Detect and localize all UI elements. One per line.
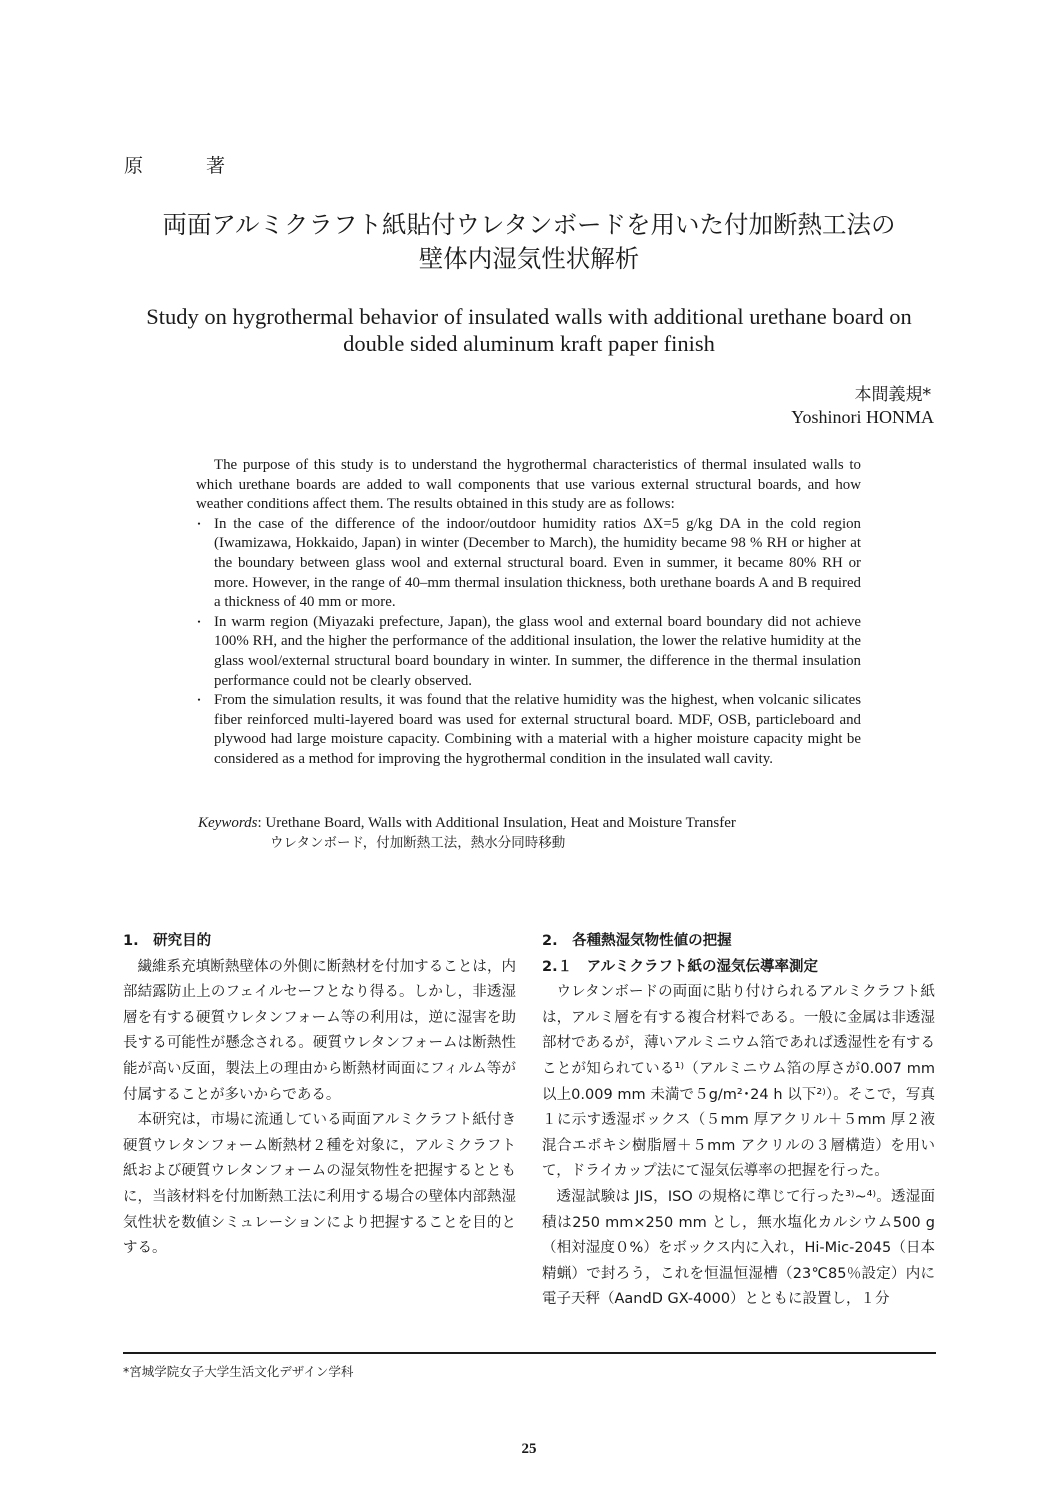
japanese-title-line-2: 壁体内湿気性状解析 [418, 244, 640, 273]
author-name-english: Yoshinori HONMA [791, 407, 934, 427]
keywords-english-line [198, 813, 736, 833]
japanese-title-line-1: 両面アルミクラフト紙貼付ウレタンボードを用いた付加断熱工法の [162, 210, 896, 239]
abstract-finding: ・ From the simulation results, it was found that the relative humidity was the highest, when volcanic silicates fiber reinforced multi-layered board was used for external structural board. MDF, OSB, particleboard and plywood had large moisture capacity. Combining with a material with a higher moisture capacity might be considered as a method for improving the hygrothermal condition in the insulated wall cavity. [196, 691, 861, 769]
abstract-findings-list [196, 515, 861, 770]
abstract-intro: The purpose of this study is to understand the hygrothermal characteristics of thermal insulated walls to which urethane boards are added to wall components that use various external structural boards, and how weather conditions affect them. The results obtained in this study are as follows: [196, 457, 861, 513]
japanese-title [0, 208, 1058, 276]
abstract [196, 456, 861, 770]
abstract-finding: ・ In warm region (Miyazaki prefecture, Japan), the glass wool and external board boundary did not achieve 100% RH, and the higher the performance of the additional insulation, the lower the relative humidity at the glass wool/external structural board boundary in winter. In summer, the difference in the thermal insulation performance could not be clearly observed. [196, 613, 861, 691]
body-paragraph: 透湿試験は JIS，ISO の規格に準じて行った³⁾~⁴⁾。透湿面積は250 mm×250 mm とし，無水塩化カルシウム500 g（相対湿度０%）をボックス内に入れ，Hi-Mic-2045（日本精蝋）で封ろう，これを恒温恒湿槽（23℃85％設定）内に電子天秤（AandD GX-4000）とともに設置し，１分 [542, 1188, 935, 1308]
keywords-japanese: ウレタンボード，付加断熱工法，熱水分同時移動 [270, 835, 566, 851]
keywords [198, 813, 736, 853]
body-column-left [123, 929, 516, 1262]
section-1-heading: 1. 研究目的 [123, 933, 212, 949]
body-column-right [542, 929, 935, 1313]
section-2-heading: 2. 各種熱湿気物性値の把握 [542, 933, 732, 949]
body-paragraph: ウレタンボードの両面に貼り付けられるアルミクラフト紙は，アルミ層を有する複合材料である。一般に金属は非透湿部材であるが，薄いアルミニウム箔であれば透湿性を有することが知られている¹⁾（アルミニウム箔の厚さが0.007 mm 以上0.009 mm 未満で５g/m²･24 h 以下²⁾）。そこで，写真１に示す透湿ボックス（５mm 厚アクリル＋５mm 厚２液混合エポキシ樹脂層＋５mm アクリルの３層構造）を用いて，ドライカップ法にて湿気伝導率の把握を行った。 [542, 984, 935, 1180]
page-number: 25 [521, 1441, 537, 1457]
english-title [0, 303, 1058, 357]
body-paragraph: 本研究は，市場に流通している両面アルミクラフト紙付き硬質ウレタンフォーム断熱材２種を対象に，アルミクラフト紙および硬質ウレタンフォームの湿気物性を把握するとともに，当該材料を付加断熱工法に利用する場合の壁体内部熱湿気性状を数値シミュレーションにより把握することを目的とする。 [123, 1112, 516, 1257]
author-name-japanese: 本間義規* [854, 385, 931, 405]
section-2-1-heading: 2.１ アルミクラフト紙の湿気伝導率測定 [542, 958, 819, 975]
affiliation-footnote: *宮城学院女子大学生活文化デザイン学科 [123, 1364, 354, 1379]
keywords-label: Keywords [198, 815, 258, 831]
body-paragraph: 繊維系充填断熱壁体の外側に断熱材を付加することは，内部結露防止上のフェイルセーフとなり得る。しかし，非透湿層を有する硬質ウレタンフォーム等の利用は，逆に湿害を助長する可能性が懸念される。硬質ウレタンフォームは断熱性能が高い反面，製法上の理由から断熱材両面にフィルム等が付属することが多いからである。 [123, 958, 516, 1103]
abstract-finding: ・ In the case of the difference of the indoor/outdoor humidity ratios ΔX=5 g/kg DA in the cold region (Iwamizawa, Hokkaido, Japan) in winter (December to March), the humidity became 98 % RH or higher at the boundary between glass wool and external structural board. Even in summer, it became 80% RH or more. However, in the range of 40–mm thermal insulation thickness, both urethane boards A and B required a thickness of 40 mm or more. [196, 515, 861, 613]
english-title-line-1: Study on hygrothermal behavior of insulated walls with additional urethane board on [146, 304, 912, 329]
keywords-english: : Urethane Board, Walls with Additional Insulation, Heat and Moisture Transfer [257, 815, 736, 831]
english-title-line-2: double sided aluminum kraft paper finish [343, 331, 715, 356]
footnote-divider [123, 1352, 936, 1354]
article-category: 原 著 [124, 155, 248, 177]
